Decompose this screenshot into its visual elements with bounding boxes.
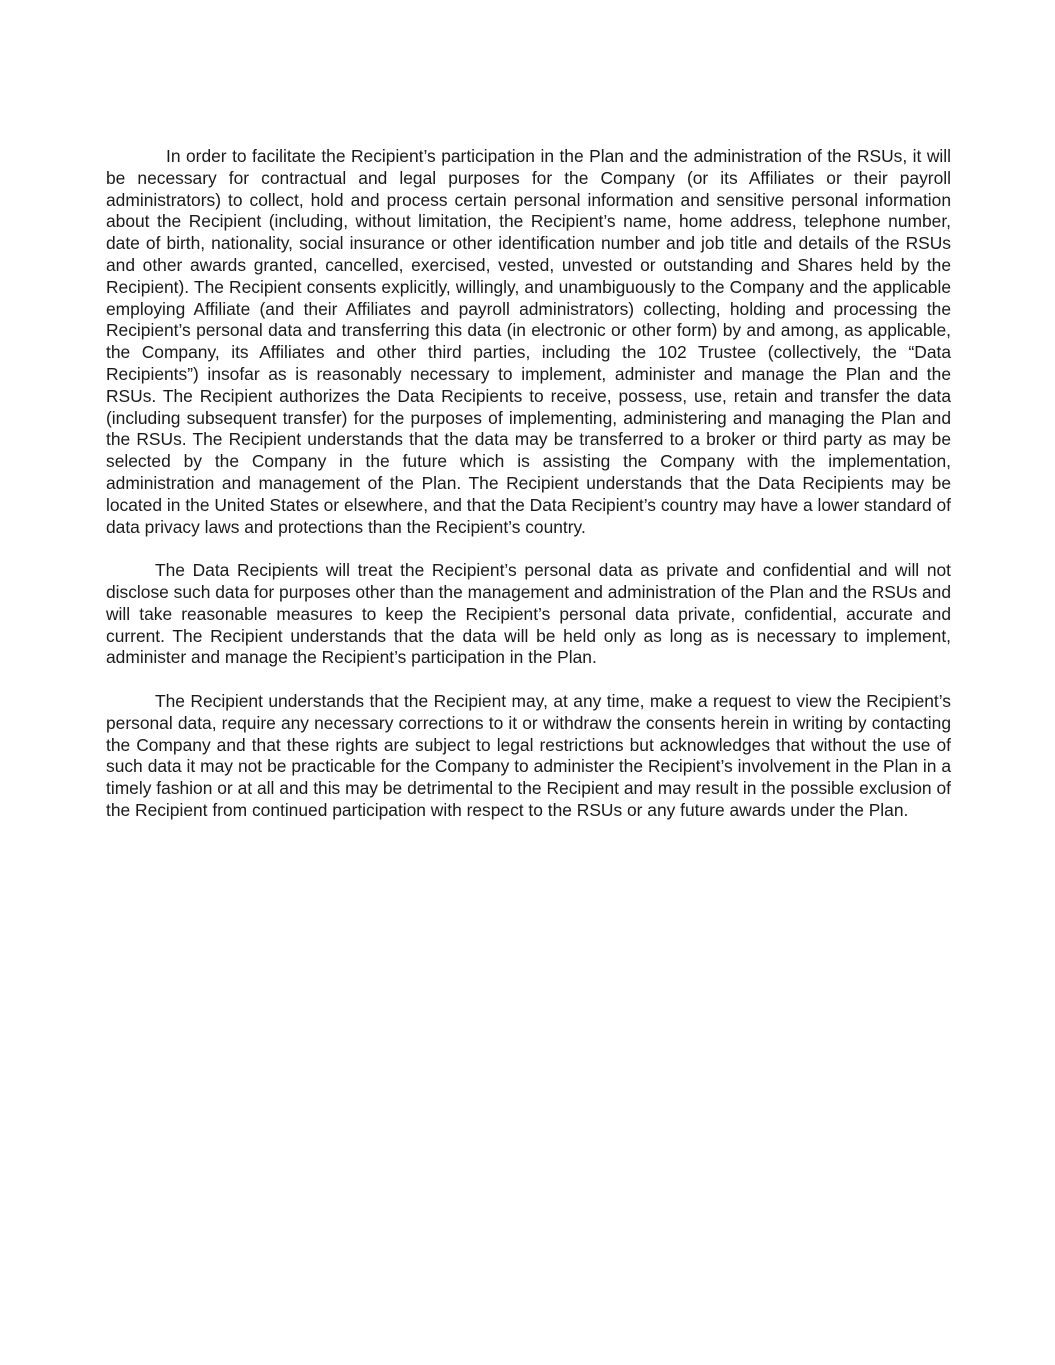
paragraph-data-access-rights: The Recipient understands that the Recipient may, at any time, make a request to view the Recipient’s personal data, require any necessary corrections to it or withdraw the consents herein in writing by contacting the Company and that these rights are subject to legal restrictions but acknowledges that without the use of such data it may not be practicable for the Company to administer the Recipient’s involvement in the Plan in a timely fashion or at all and this may be detrimental to the Recipient and may result in the possible exclusion of the Recipient from continued participation with respect to the RSUs or any future awards under the Plan.: [106, 690, 951, 820]
document-body: [106, 146, 951, 844]
paragraph-data-collection: In order to facilitate the Recipient’s participation in the Plan and the administration of the RSUs, it will be necessary for contractual and legal purposes for the Company (or its Affiliates or their payroll administrators) to collect, hold and process certain personal information and sensitive personal information about the Recipient (including, without limitation, the Recipient’s name, home address, telephone number, date of birth, nationality, social insurance or other identification number and job title and details of the RSUs and other awards granted, cancelled, exercised, vested, unvested or outstanding and Shares held by the Recipient). The Recipient consents explicitly, willingly, and unambiguously to the Company and the applicable employing Affiliate (and their Affiliates and payroll administrators) collecting, holding and processing the Recipient’s personal data and transferring this data (in electronic or other form) by and among, as applicable, the Company, its Affiliates and other third parties, including the 102 Trustee (collectively, the “Data Recipients”) insofar as is reasonably necessary to implement, administer and manage the Plan and the RSUs. The Recipient authorizes the Data Recipients to receive, possess, use, retain and transfer the data (including subsequent transfer) for the purposes of implementing, administering and managing the Plan and the RSUs. The Recipient understands that the data may be transferred to a broker or third party as may be selected by the Company in the future which is assisting the Company with the implementation, administration and management of the Plan. The Recipient understands that the Data Recipients may be located in the United States or elsewhere, and that the Data Recipient’s country may have a lower standard of data privacy laws and protections than the Recipient’s country.: [106, 146, 951, 537]
paragraph-data-confidentiality: The Data Recipients will treat the Recipient’s personal data as private and confidential and will not disclose such data for purposes other than the management and administration of the Plan and the RSUs and will take reasonable measures to keep the Recipient’s personal data private, confidential, accurate and current. The Recipient understands that the data will be held only as long as is necessary to implement, administer and manage the Recipient’s participation in the Plan.: [106, 560, 951, 668]
